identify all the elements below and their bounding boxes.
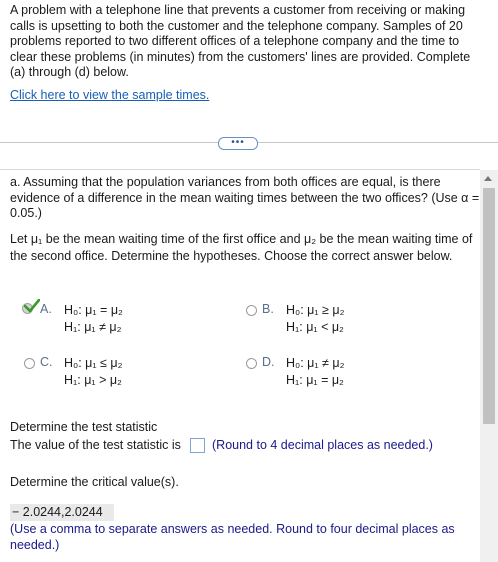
option-b-h0: H₀: μ₁ ≥ μ₂ [286,303,345,317]
checkmark-icon [24,299,40,313]
hypotheses-instruction: Let μ₁ be the mean waiting time of the first office and μ₂ be the mean waiting time of the second office. Determine the hypotheses. Choose the correct answer below. [10,232,473,263]
expand-button[interactable]: ••• [218,137,258,150]
test-statistic-input[interactable] [190,438,205,453]
option-c-radio[interactable] [24,358,35,369]
option-d-radio[interactable] [246,358,257,369]
option-d-letter: D. [262,355,275,369]
scroll-up-arrow-icon[interactable] [484,176,492,181]
option-b-letter: B. [262,302,274,316]
option-b-radio[interactable] [246,305,257,316]
critical-value-heading: Determine the critical value(s). [10,475,179,489]
content-top-border [0,169,480,170]
scrollbar-thumb[interactable] [483,188,495,424]
option-c-letter: C. [40,355,53,369]
option-a-h0: H₀: μ₁ = μ₂ [64,303,123,317]
test-statistic-note: (Round to 4 decimal places as needed.) [212,438,433,452]
problem-text: A problem with a telephone line that prevents a customer from receiving or making calls is upsetting to both the customer and the telephone company. Samples of 20 problems reported to two different offices of a telephone company and the time to clear these problems (in minutes) from the customers' lines are provided. Complete (a) through (d) below. [10,3,471,80]
option-a-letter: A. [40,302,52,316]
test-statistic-heading: Determine the test statistic [10,420,158,434]
part-a-question: a. Assuming that the population variances from both offices are equal, is there evidence of a difference in the mean waiting times between the two offices? (Use α = 0.05.) [10,175,480,221]
test-statistic-prompt: The value of the test statistic is [10,438,181,452]
option-b-h1: H₁: μ₁ < μ₂ [286,320,344,334]
option-a-h1: H₁: μ₁ ≠ μ₂ [64,320,122,334]
option-c-h0: H₀: μ₁ ≤ μ₂ [64,356,123,370]
critical-value-note: (Use a comma to separate answers as needed. Round to four decimal places as needed.) [10,522,455,552]
view-sample-times-link[interactable]: Click here to view the sample times. [10,88,210,102]
option-d-h1: H₁: μ₁ = μ₂ [286,373,344,387]
option-d-h0: H₀: μ₁ ≠ μ₂ [286,356,345,370]
option-c-h1: H₁: μ₁ > μ₂ [64,373,122,387]
critical-value-answer[interactable]: − 2.0244,2.0244 [10,504,114,521]
